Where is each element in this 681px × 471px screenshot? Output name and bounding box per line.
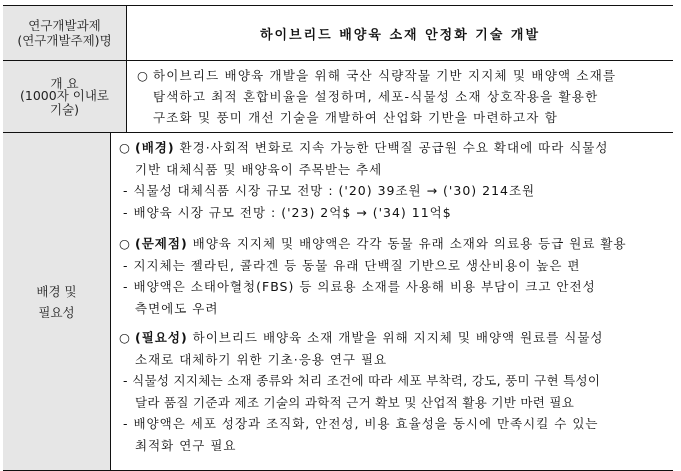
overview-row — [3, 61, 673, 133]
sub-item-cont: 최적화 연구 필요 — [135, 437, 237, 453]
section-first-line — [119, 327, 667, 349]
section-text: 하이브리드 배양육 소재 개발을 위해 지지체 및 배양액 원료를 식물성 — [187, 330, 604, 345]
circle-bullet-icon: ○ — [119, 330, 131, 345]
section-problem — [119, 233, 667, 319]
project-name-label-line2: (연구개발주제)명 — [17, 33, 112, 48]
background-row — [3, 133, 673, 471]
project-name-label — [3, 6, 127, 61]
circle-bullet-icon: ○ — [137, 68, 150, 83]
sub-item: - 배양액은 소태아혈청(FBS) 등 의료용 소재를 사용해 비용 부담이 크고 안전성 — [123, 279, 596, 294]
circle-bullet-icon: ○ — [119, 236, 131, 251]
section-tag: (배경) — [135, 140, 175, 155]
overview-content — [127, 61, 674, 133]
overview-label-overlap — [3, 74, 126, 120]
section-first-line — [119, 137, 667, 159]
sub-item: - 배양육 시장 규모 전망 : ('23) 2억$ → ('34) 11억$ — [123, 204, 452, 220]
overview-line: 탐색하고 최적 혼합비율을 설정하며, 세포-식물성 소재 상호작용을 활용한 — [153, 89, 599, 104]
overview-label — [3, 61, 127, 133]
overview-label-line3: 기술) — [49, 101, 80, 117]
sub-item: - 지지체는 젤라틴, 콜라겐 등 동물 유래 단백질 기반으로 생산비용이 높은 편 — [123, 257, 581, 273]
section-tag: (필요성) — [135, 330, 188, 345]
background-content — [111, 133, 674, 471]
section-cont-line: 소재로 대체하기 위한 기초·응용 연구 필요 — [135, 351, 388, 367]
section-first-line — [119, 233, 667, 255]
project-title: 하이브리드 배양육 소재 안정화 기술 개발 — [127, 6, 674, 61]
project-name-label-line1: 연구개발과제 — [28, 18, 101, 33]
sub-item: - 식물성 대체식품 시장 규모 전망 : ('20) 39조원 → ('30) 214조원 — [123, 183, 536, 198]
sub-item: - 식물성 지지체는 소재 종류와 처리 조건에 따라 세포 부착력, 강도, 풍미 구현 특성이 — [123, 373, 601, 388]
overview-line — [137, 65, 665, 86]
overview-label-line1: 개 요 — [50, 75, 79, 91]
sub-item-cont: 달라 품질 기준과 제조 기술의 과학적 근거 확보 및 산업적 활용 기반 마련 필요 — [135, 394, 575, 410]
section-text: 배양육 지지체 및 배양액은 각각 동물 유래 소재와 의료용 등급 원료 활용 — [187, 236, 627, 251]
section-text: 환경·사회적 변화로 지속 가능한 단백질 공급원 수요 확대에 따라 식물성 — [174, 140, 609, 155]
circle-bullet-icon: ○ — [119, 140, 131, 155]
background-label-line1: 배경 및 — [36, 283, 77, 299]
background-label-line2: 필요성 — [38, 304, 75, 320]
overview-label-line2: (1000자 이내로 — [20, 87, 109, 103]
project-summary-table — [3, 5, 673, 133]
section-tag: (문제점) — [135, 236, 188, 251]
background-label — [3, 133, 111, 471]
overview-line: 구조화 및 풍미 개선 기술을 개발하여 산업화 기반을 마련하고자 함 — [153, 110, 558, 125]
sub-item-cont: 측면에도 우려 — [135, 300, 219, 316]
section-cont-line: 기반 대체식품 및 배양육이 주목받는 추세 — [135, 161, 383, 177]
overview-text: 하이브리드 배양육 개발을 위해 국산 식량작물 기반 지지체 및 배양액 소재를 — [153, 68, 617, 83]
section-background — [119, 137, 667, 223]
section-necessity — [119, 327, 667, 456]
background-table — [3, 132, 673, 471]
project-name-row — [3, 6, 673, 61]
sub-item: - 배양액은 세포 성장과 조직화, 안전성, 비용 효율성을 동시에 만족시킬 수 있는 — [123, 416, 599, 431]
